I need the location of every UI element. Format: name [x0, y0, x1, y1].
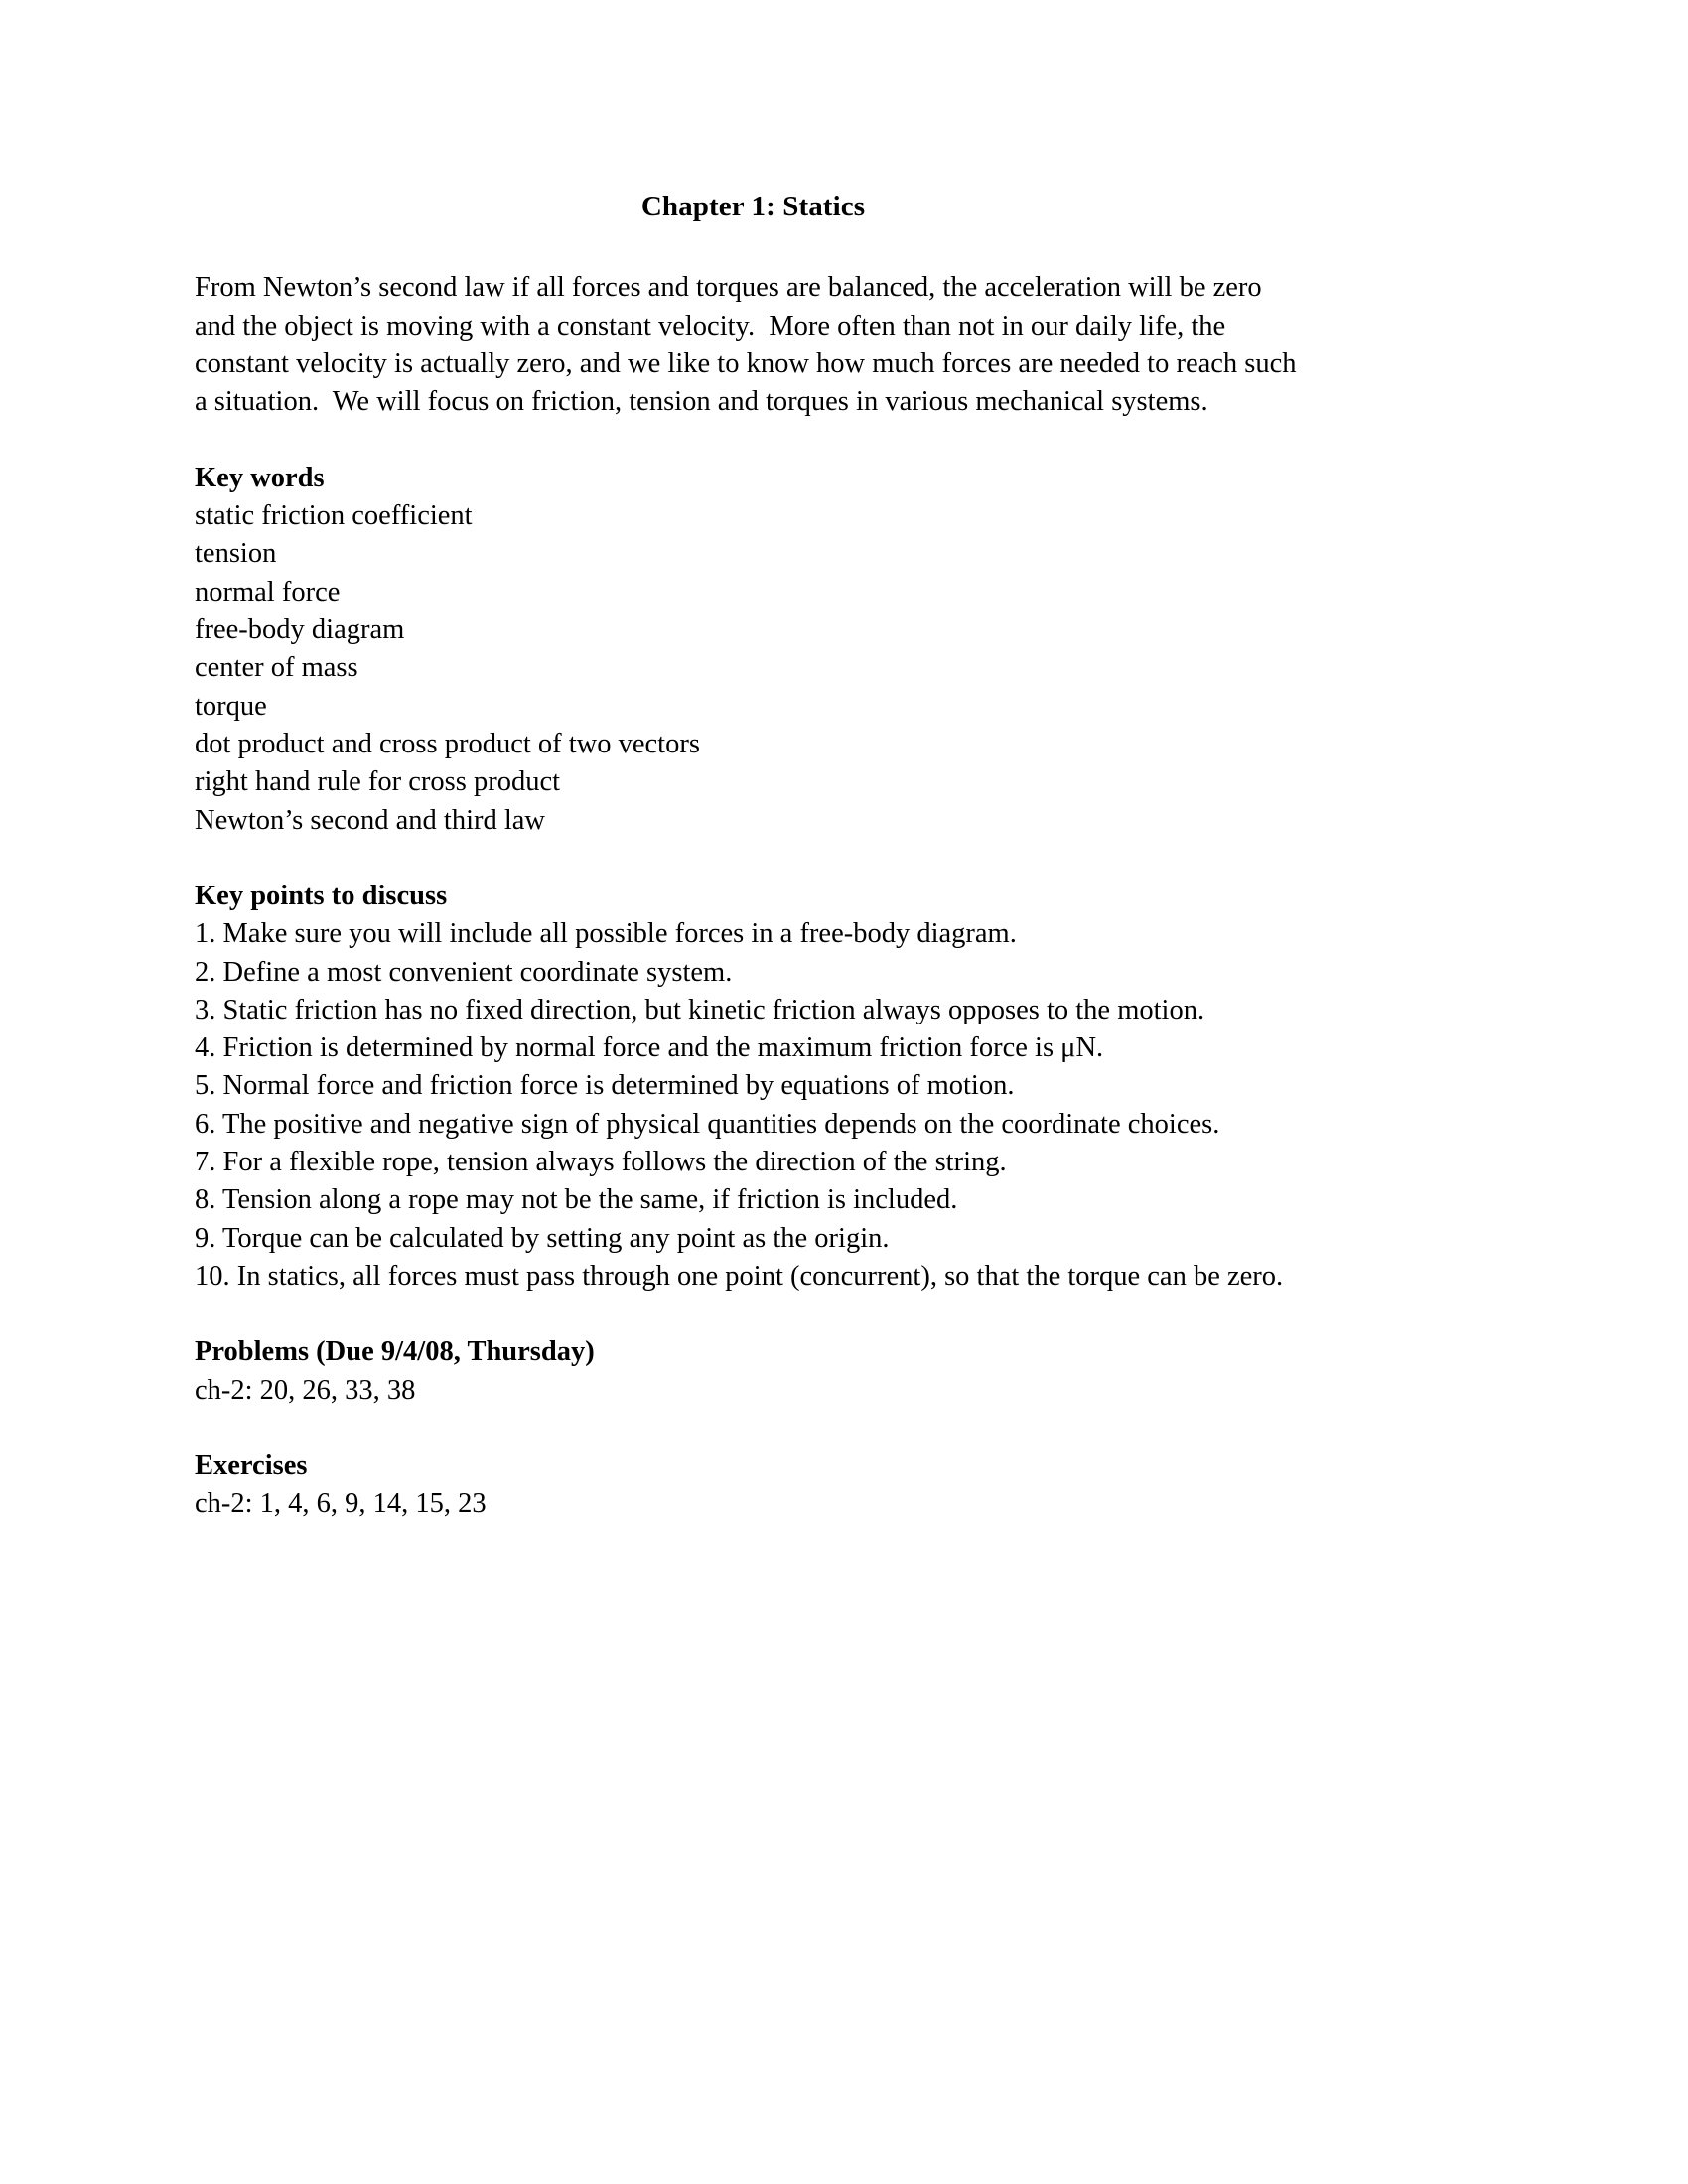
list-item: tension [195, 538, 277, 570]
document-body [195, 189, 1495, 1524]
list-item: 1. Make sure you will include all possible forces in a free-body diagram. [195, 918, 1017, 950]
problems-heading: Problems (Due 9/4/08, Thursday) [195, 1336, 595, 1368]
exercises-heading: Exercises [195, 1450, 308, 1482]
list-item: 2. Define a most convenient coordinate system. [195, 956, 733, 988]
problems-assignment: ch-2: 20, 26, 33, 38 [195, 1374, 416, 1406]
spacer [195, 422, 1495, 460]
spacer [195, 1410, 1495, 1447]
list-item: Newton’s second and third law [195, 804, 546, 836]
list-item: dot product and cross product of two vectors [195, 728, 700, 759]
intro-line: From Newton’s second law if all forces and torques are balanced, the acceleration will be zero [195, 272, 1262, 304]
key-words-list [195, 497, 1495, 840]
intro-line: and the object is moving with a constant velocity. More often than not in our daily life, the [195, 310, 1226, 341]
page-title: Chapter 1: Statics [640, 191, 866, 222]
list-item: 8. Tension along a rope may not be the same, if friction is included. [195, 1184, 958, 1216]
list-item: normal force [195, 576, 341, 608]
list-item: center of mass [195, 652, 358, 684]
list-item: 6. The positive and negative sign of physical quantities depends on the coordinate choices. [195, 1108, 1220, 1140]
list-item: 10. In statics, all forces must pass through one point (concurrent), so that the torque can be zero. [195, 1261, 1284, 1293]
list-item: 5. Normal force and friction force is determined by equations of motion. [195, 1070, 1015, 1102]
list-item: right hand rule for cross product [195, 766, 561, 798]
spacer [195, 840, 1495, 878]
intro-line: a situation. We will focus on friction, tension and torques in various mechanical systems. [195, 386, 1208, 418]
key-points-list [195, 915, 1495, 1296]
spacer [195, 1296, 1495, 1333]
list-item: static friction coefficient [195, 499, 473, 531]
intro-paragraph [195, 269, 1495, 421]
list-item: torque [195, 690, 267, 722]
exercises-assignment: ch-2: 1, 4, 6, 9, 14, 15, 23 [195, 1488, 487, 1520]
key-words-heading: Key words [195, 462, 325, 493]
list-item: 9. Torque can be calculated by setting any point as the origin. [195, 1222, 890, 1254]
key-points-heading: Key points to discuss [195, 880, 448, 911]
list-item: 4. Friction is determined by normal force and the maximum friction force is μN. [195, 1032, 1104, 1064]
intro-line: constant velocity is actually zero, and we like to know how much forces are needed to reach such [195, 347, 1297, 379]
list-item: 3. Static friction has no fixed direction, but kinetic friction always opposes to the motion. [195, 994, 1205, 1025]
list-item: 7. For a flexible rope, tension always follows the direction of the string. [195, 1147, 1007, 1178]
list-item: free-body diagram [195, 614, 405, 645]
